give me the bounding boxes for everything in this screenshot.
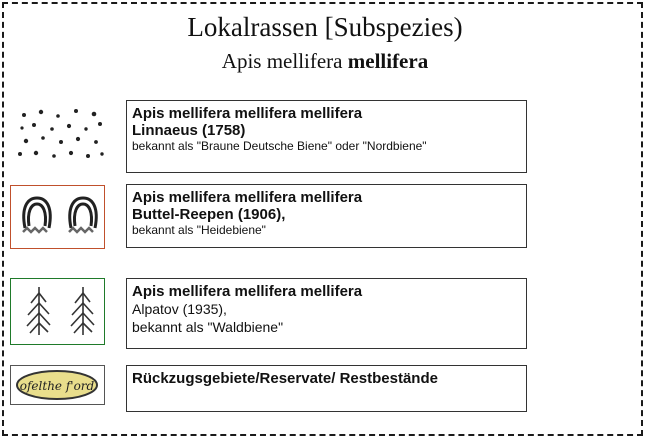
subtitle-prefix: Apis mellifera [221, 49, 343, 73]
row2-note: bekannt als "Heidebiene" [132, 223, 266, 237]
subtitle-bold: mellifera [347, 49, 429, 73]
row3-name: Apis mellifera mellifera mellifera [132, 283, 363, 300]
page-title: Lokalrassen [Subspezies) [187, 12, 463, 42]
row4-label: Rückzugsgebiete/Reservate/ Restbestände [132, 370, 438, 387]
subspecies-box-2 [126, 184, 527, 248]
row1-author: Linnaeus (1758) [132, 122, 246, 139]
stamp-lettering: ofelthe f'ord [19, 379, 95, 393]
heather-bush-icon [10, 185, 105, 249]
subspecies-box-1 [126, 100, 527, 173]
row1-name: Apis mellifera mellifera mellifera [132, 105, 363, 122]
fir-tree-icon [10, 278, 105, 345]
reserve-box [126, 365, 527, 412]
row2-author: Buttel-Reepen (1906), [132, 206, 286, 223]
stamp-icon [10, 365, 105, 405]
row1-note: bekannt als "Braune Deutsche Biene" oder "Nordbiene" [132, 139, 427, 153]
page-subtitle [0, 49, 650, 74]
row3-author: Alpatov (1935), [132, 301, 227, 317]
dot-pattern-icon [14, 105, 106, 167]
row3-note: bekannt als "Waldbiene" [132, 319, 284, 335]
subspecies-box-3 [126, 278, 527, 349]
row2-name: Apis mellifera mellifera mellifera [132, 189, 363, 206]
